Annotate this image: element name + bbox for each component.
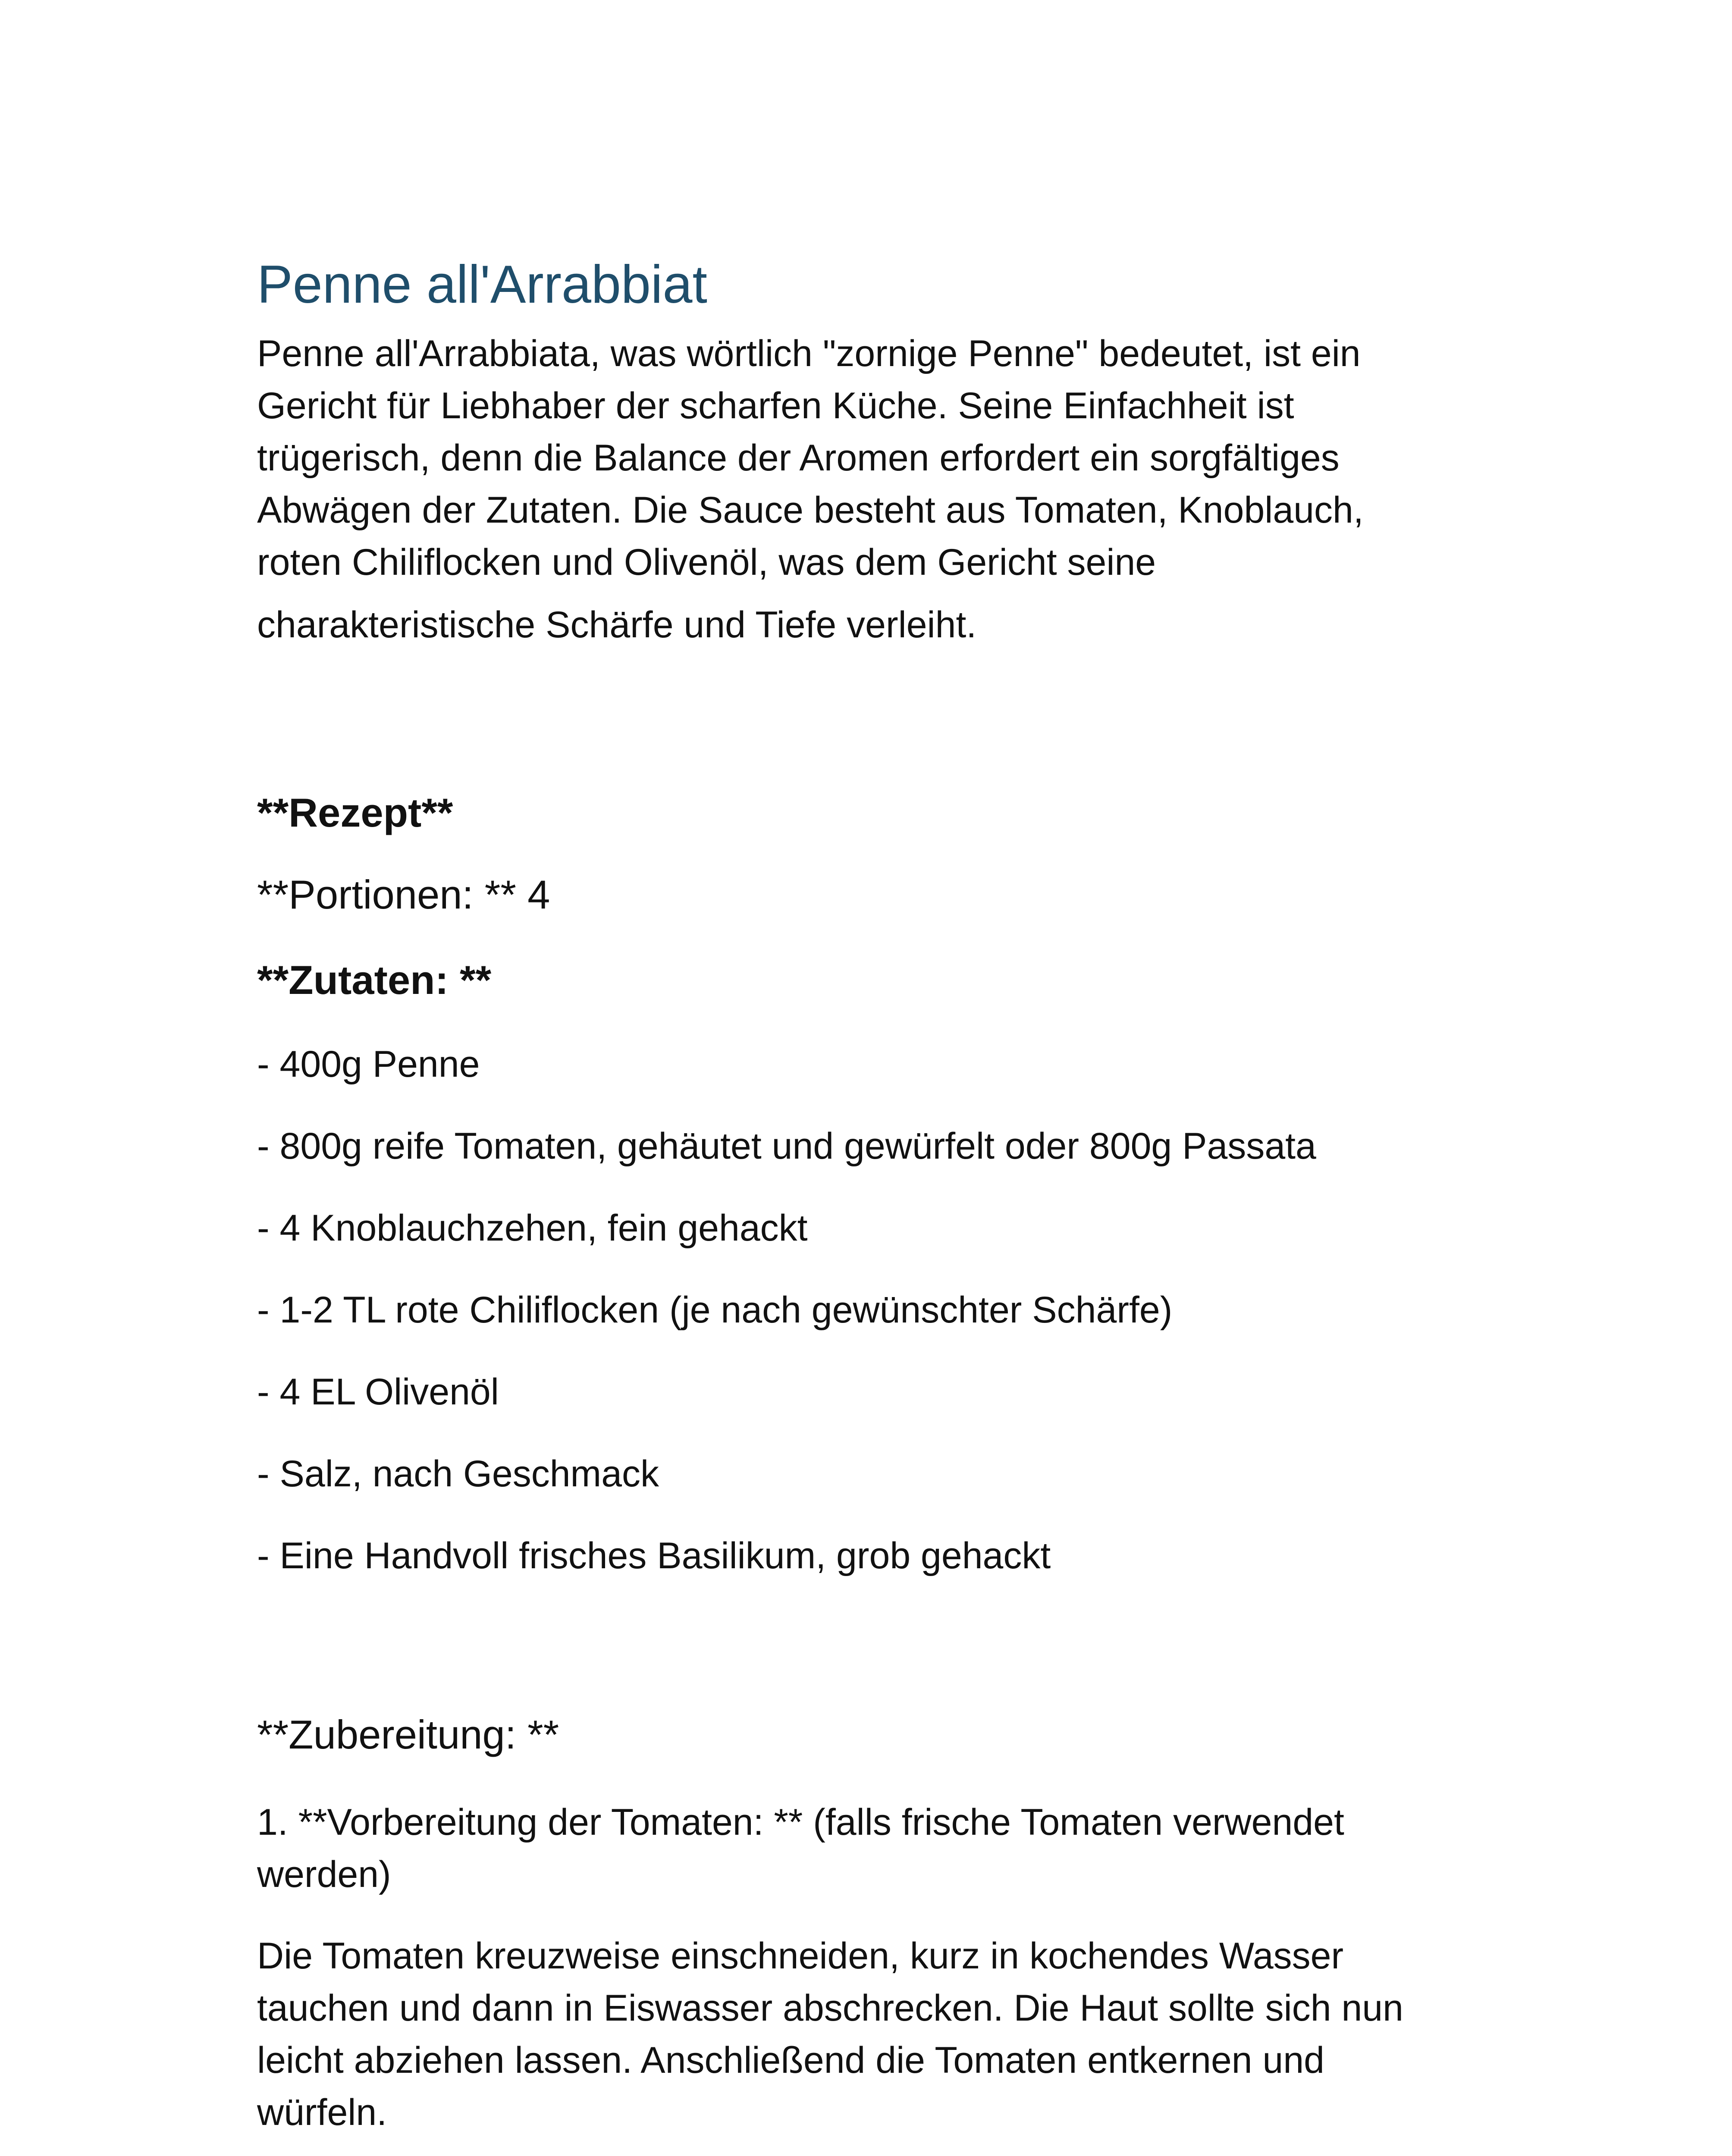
portions-line: **Portionen: ** 4 — [257, 872, 550, 917]
ingredient-item: - 1-2 TL rote Chiliflocken (je nach gewünschter Schärfe) — [257, 1289, 1173, 1331]
ingredients-heading: **Zutaten: ** — [257, 957, 492, 1003]
intro-line: roten Chiliflocken und Olivenöl, was dem Gericht seine — [257, 542, 1156, 583]
ingredient-item: - Salz, nach Geschmack — [257, 1453, 659, 1495]
ingredient-item: - 400g Penne — [257, 1044, 480, 1085]
step-heading-line: 1. **Vorbereitung der Tomaten: ** (falls frische Tomaten verwendet — [257, 1802, 1344, 1843]
step-text-line: leicht abziehen lassen. Anschließend die Tomaten entkernen und — [257, 2040, 1324, 2081]
preparation-heading: **Zubereitung: ** — [257, 1712, 559, 1757]
ingredient-item: - 4 EL Olivenöl — [257, 1371, 499, 1413]
ingredient-item: - 4 Knoblauchzehen, fein gehackt — [257, 1207, 808, 1249]
recipe-heading: **Rezept** — [257, 790, 453, 835]
intro-section — [257, 250, 1490, 651]
ingredient-item: - 800g reife Tomaten, gehäutet und gewürfelt oder 800g Passata — [257, 1125, 1316, 1167]
intro-line: Abwägen der Zutaten. Die Sauce besteht aus Tomaten, Knoblauch, — [257, 489, 1364, 531]
step-heading-line: werden) — [257, 1854, 391, 1895]
intro-line: charakteristische Schärfe und Tiefe verleiht. — [257, 604, 977, 646]
intro-line: trügerisch, denn die Balance der Aromen erfordert ein sorgfältiges — [257, 437, 1340, 479]
page-title: Penne all'Arrabbiat — [257, 255, 707, 314]
step-text-line: Die Tomaten kreuzweise einschneiden, kurz in kochendes Wasser — [257, 1935, 1344, 1977]
step-text-line: würfeln. — [257, 2092, 387, 2133]
step-text-line: tauchen und dann in Eiswasser abschrecken. Die Haut sollte sich nun — [257, 1987, 1403, 2029]
step-text — [257, 1930, 1499, 2139]
intro-line: Gericht für Liebhaber der scharfen Küche. Seine Einfachheit ist — [257, 385, 1294, 426]
step-heading — [257, 1796, 1499, 1901]
ingredient-item: - Eine Handvoll frisches Basilikum, grob gehackt — [257, 1535, 1051, 1576]
intro-line: Penne all'Arrabbiata, was wörtlich "zornige Penne" bedeutet, ist ein — [257, 333, 1361, 374]
